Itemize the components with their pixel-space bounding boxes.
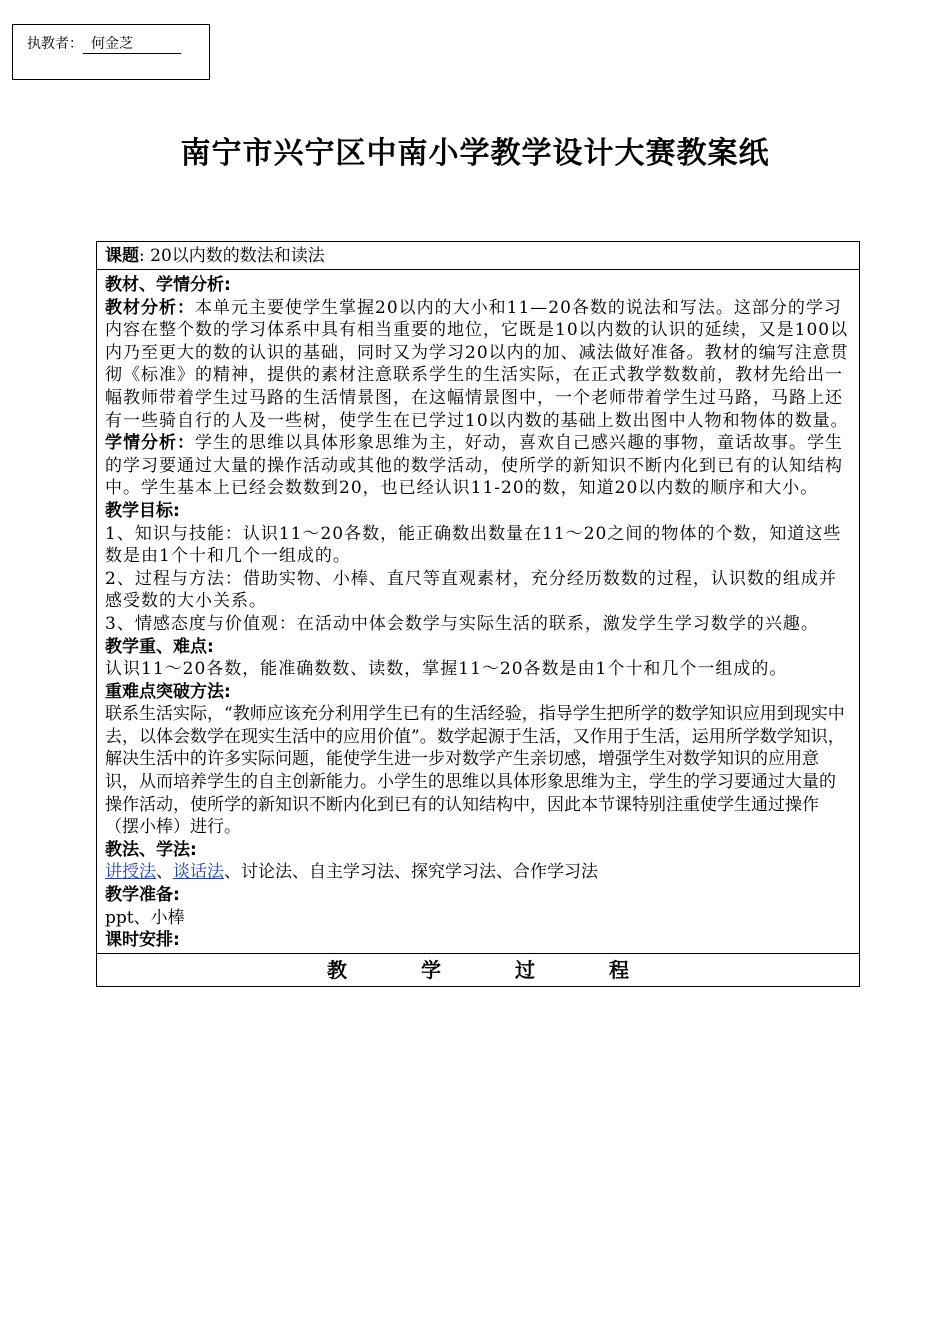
objective-item: 1、知识与技能：认识11～20各数，能正确数出数量在11～20之间的物体的个数，知道这些数是由1个十和几个一组成的。: [105, 523, 842, 567]
process-char: 程: [609, 957, 629, 982]
analysis-heading: 教材、学情分析:: [105, 275, 231, 295]
student-analysis: [105, 432, 851, 500]
methods-rest: 、讨论法、自主学习法、探究学习法、合作学习法: [224, 862, 598, 883]
preparation-text: ppt、小棒: [105, 907, 185, 928]
material-analysis: [105, 297, 851, 433]
preparation-heading: 教学准备:: [105, 885, 180, 906]
lecture-method-link[interactable]: 讲授法: [105, 862, 156, 883]
methods-separator: 、: [156, 862, 173, 883]
process-char: 学: [421, 957, 441, 982]
student-text: 学生的思维以具体形象思维为主，好动，喜欢自己感兴趣的事物，童话故事。学生的学习要通过大量的操作活动或其他的数学活动，使所学的新知识不断内化到已有的认知结构中。学生基本上已经会数数到20，也已经认识11-20的数，知道20以内数的顺序和大小。: [105, 433, 843, 499]
subject-colon: :: [139, 246, 145, 266]
breakthrough-text: 联系生活实际，“教师应该充分利用学生已有的生活经验，指导学生把所学的数学知识应用到现实中去，以体会数学在现实生活中的应用价值”。数学起源于生活，又作用于生活，运用所学数学知识，解决生活中的许多实际问题，能使学生进一步对数学产生亲切感，增强学生对数学知识的应用意识，从而培养学生的自主创新能力。小学生的思维以具体形象思维为主，学生的学习要通过大量的操作活动，使所学的新知识不断内化到已有的认知结构中，因此本节课特别注重使学生通过操作（摆小棒）进行。: [105, 704, 845, 838]
methods-line: [105, 861, 851, 884]
process-char: 过: [515, 957, 535, 982]
schedule-heading: 课时安排:: [105, 930, 180, 951]
teacher-label: 执教者：: [27, 36, 83, 52]
key-points-heading: 教学重、难点:: [105, 636, 214, 657]
objectives-heading: 教学目标:: [105, 500, 180, 521]
subject-label: 课题: [105, 246, 139, 266]
subject-value: 20以内数的数法和读法: [150, 246, 325, 266]
subject-row: [97, 242, 859, 270]
teacher-name: 何金芝: [83, 33, 181, 54]
objective-item: 3、情感态度与价值观：在活动中体会数学与实际生活的联系，激发学生学习数学的兴趣。: [105, 613, 819, 634]
key-points-text: 认识11～20各数，能准确数数、读数，掌握11～20各数是由1个十和几个一组成的。: [105, 659, 788, 680]
methods-heading: 教法、学法:: [105, 839, 197, 860]
lesson-plan-table: [96, 241, 860, 987]
teacher-line: [27, 33, 181, 54]
page-title: 南宁市兴宁区中南小学教学设计大赛教案纸: [180, 136, 770, 171]
material-label: 教材分析：: [105, 297, 195, 318]
teaching-process-header: [97, 954, 859, 986]
dialogue-method-link[interactable]: 谈话法: [173, 862, 224, 883]
teacher-box: [12, 24, 210, 80]
material-text: 本单元主要使学生掌握20以内的大小和11—20各数的说法和写法。这部分的学习内容在整个数的学习体系中具有相当重要的地位，它既是10以内数的认识的延续，又是100以内乃至更大的数的认识的基础，同时又为学习20以内的加、减法做好准备。教材的编写注意贯彻《标准》的精神，提供的素材注意联系学生的生活实际，在正式教学数数前，教材先给出一幅教师带着学生过马路的生活情景图，在这幅情景图中，一个老师带着学生过马路，马路上还有一些骑自行的人及一些树，使学生在已学过10以内数的基础上数出图中人物和物体的数量。: [105, 297, 849, 431]
process-char: 教: [327, 957, 347, 982]
objective-item: 2、过程与方法：借助实物、小棒、直尺等直观素材，充分经历数数的过程，认识数的组成并感受数的大小关系。: [105, 568, 837, 612]
breakthrough-heading: 重难点突破方法:: [105, 681, 231, 702]
content-row: [97, 270, 859, 954]
student-label: 学情分析：: [105, 433, 195, 454]
